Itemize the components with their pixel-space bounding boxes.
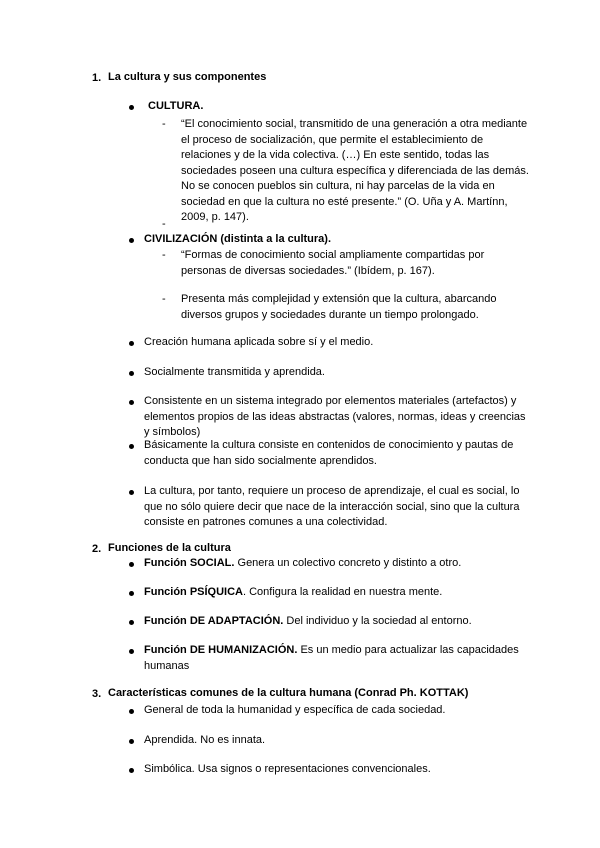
list-item: General de toda la humanidad y específica de cada sociedad.	[144, 704, 446, 716]
bullet-icon	[129, 709, 134, 714]
section-2-title: Funciones de la cultura	[108, 542, 231, 554]
section-1-title: La cultura y sus componentes	[108, 71, 267, 83]
list-item	[144, 643, 534, 674]
dash-icon: -	[162, 249, 166, 261]
list-item: La cultura, por tanto, requiere un proceso de aprendizaje, el cual es social, lo que no sólo quiere decir que nace de la interacción social, sino que la cultura consiste en patrones comunes a una colectividad.	[144, 485, 520, 528]
bullet-icon	[129, 562, 134, 567]
dash-icon: -	[162, 218, 166, 230]
bullet-icon	[129, 341, 134, 346]
section-2-number: 2.	[92, 543, 102, 555]
bullet-icon	[129, 649, 134, 654]
list-item	[144, 614, 534, 630]
list-item	[144, 585, 534, 601]
section-3-number: 3.	[92, 688, 102, 700]
function-desc: Es un medio para actualizar las capacidades humanas	[144, 644, 519, 672]
function-name: Función SOCIAL.	[144, 557, 235, 569]
dash-icon: -	[162, 293, 166, 305]
list-item: Simbólica. Usa signos o representaciones convencionales.	[144, 763, 431, 775]
civilizacion-label: CIVILIZACIÓN (distinta a la cultura).	[144, 233, 332, 245]
bullet-icon	[129, 105, 134, 110]
section-3-title: Características comunes de la cultura humana (Conrad Ph. KOTTAK)	[108, 687, 469, 699]
bullet-icon	[129, 371, 134, 376]
list-item: Básicamente la cultura consiste en contenidos de conocimiento y pautas de conducta que han sido socialmente aprendidos.	[144, 439, 514, 467]
function-name: Función PSÍQUICA	[144, 586, 243, 598]
dash-icon: -	[162, 118, 166, 130]
bullet-icon	[129, 768, 134, 773]
list-item: Socialmente transmitida y aprendida.	[144, 366, 325, 378]
cultura-label: CULTURA.	[148, 100, 204, 112]
list-item: Consistente en un sistema integrado por elementos materiales (artefactos) y elementos propios de las ideas abstractas (valores, normas, ideas y creencias y símbolos)	[144, 395, 526, 438]
bullet-icon	[129, 490, 134, 495]
function-desc: Genera un colectivo concreto y distinto a otro.	[234, 557, 462, 569]
bullet-icon	[129, 591, 134, 596]
bullet-icon	[129, 739, 134, 744]
bullet-icon	[129, 400, 134, 405]
section-1-number: 1.	[92, 72, 102, 84]
list-item: Aprendida. No es innata.	[144, 734, 266, 746]
bullet-icon	[129, 238, 134, 243]
list-item	[144, 556, 534, 572]
civilizacion-note: Presenta más complejidad y extensión que la cultura, abarcando diversos grupos y sociedades durante un tiempo prolongado.	[181, 293, 497, 321]
list-item: Creación humana aplicada sobre sí y el medio.	[144, 336, 374, 348]
function-desc: . Configura la realidad en nuestra mente.	[243, 586, 443, 598]
bullet-icon	[129, 620, 134, 625]
bullet-icon	[129, 444, 134, 449]
function-desc: Del individuo y la sociedad al entorno.	[283, 615, 472, 627]
civilizacion-quote: “Formas de conocimiento social ampliamente compartidas por personas de diversas sociedades.” (Ibídem, p. 167).	[181, 249, 485, 277]
function-name: Función DE HUMANIZACIÓN.	[144, 644, 298, 656]
function-name: Función DE ADAPTACIÓN.	[144, 615, 284, 627]
cultura-quote: “El conocimiento social, transmitido de una generación a otra mediante el proceso de socialización, que permite el establecimiento de relaciones y de la vida colectiva. (…) En este sentido, todas las sociedades poseen una cultura específica y diferenciada de las demás. No se conocen pueblos sin cultura, ni hay parcelas de la vida en sociedad en que la cultura no esté presente.” (O. Uña y A. Martínn, 2009, p. 147).	[181, 118, 529, 223]
